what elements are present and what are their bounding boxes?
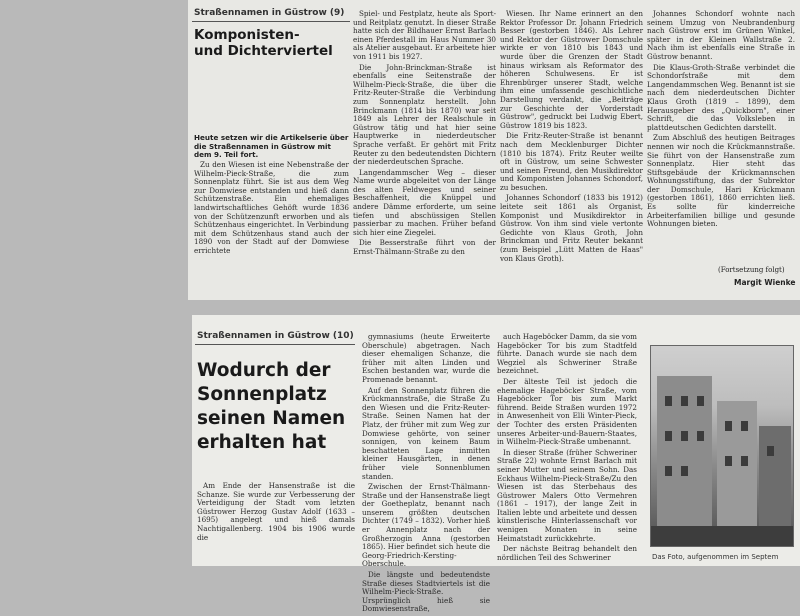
clipping-part-9 [188, 0, 800, 300]
street-photo [650, 345, 794, 547]
intro-text: Heute setzen wir die Artikelserie über die Straßennamen in Güstrow mit dem 9. Teil fort. [194, 133, 349, 160]
headline-line-2: und Dichterviertel [194, 43, 333, 59]
headline-line-3: seinen Namen [197, 408, 346, 429]
window [665, 466, 672, 476]
paragraph: Die längste und bedeutendste Straße dieses Stadtviertels ist die Wilhelm-Pieck-Straße. Ursprünglich hieß sie Domwiesenstraße, [362, 570, 490, 614]
paragraph: Zu den Wiesen ist eine Nebenstraße der Wilhelm-Pieck-Straße, die zum Sonnenplatz führt. Sie ist aus dem Weg zur Domwiese entstanden und hieß dann Schützenstraße. Ein ehemaliges landwirtschaftliches Gehöft wurde 1836 von der Schützenzunft erworben und als Schützenhaus eingerichtet. In Verbindung mit dem Schützenhaus stand auch der 1890 von der Stadt auf der Domwiese errichtete [194, 160, 349, 255]
column-4 [647, 10, 795, 231]
paragraph: Langendammscher Weg – dieser Name wurde abgeleitet von der Länge des alten Feldweges und seiner Beschaffenheit, die Knüppel und andere Dämme erforderte, um seine tiefen und abschüssigen Stellen passierbar zu machen. Früher befand sich hier eine Ziegelei. [353, 167, 496, 237]
photo-caption: Das Foto, aufgenommen im Septem [652, 553, 779, 561]
continued-note: (Fortsetzung folgt) [718, 266, 785, 274]
column-1 [194, 161, 349, 258]
paragraph: Zum Abschluß des heutigen Beitrages nennen wir noch die Krückmannstraße. Sie führt von der Hansenstraße zum Sonnenplatz. Hier steht das Stiftsgebäude der Krückmannschen Wohnungsstiftung, das der Subrektor der Domschule, Hari Krückmann (gestorben 1861), 1860 errichten ließ. Es sollte für kinderreiche Arbeiterfamilien billige und gesunde Wohnungen bieten. [647, 133, 795, 229]
street [651, 526, 793, 546]
paragraph: auch Hageböcker Damm, da sie vom Hageböcker Tor bis zum Stadtfeld führte. Danach wurde sie nach dem Wegziel als Schweriner Straße bezeichnet. [497, 332, 637, 376]
window [681, 466, 688, 476]
column-3 [497, 333, 637, 564]
headline-line-1: Komponisten- [194, 27, 300, 43]
series-label: Straßennamen in Güstrow (9) [194, 8, 345, 18]
paragraph: gymnasiums (heute Erweiterte Oberschule) abgetragen. Nach dieser ehemaligen Schanze, die früher mit alten Linden und Eschen bestanden war, wurde die Promenade benannt. [362, 332, 490, 384]
paragraph: Spiel- und Festplatz, heute als Sport- und Reitplatz genutzt. In dieser Straße hatte sich der Bildhauer Ernst Barlach einen Pferdestall im Haus Nummer 30 als Atelier ausgebaut. Er arbeitete hier von 1911 bis 1927. [353, 9, 496, 61]
divider [192, 21, 350, 22]
paragraph: Wiesen. Ihr Name erinnert an den Rektor Professor Dr. Johann Friedrich Besser (gestorben 1846). Als Lehrer und Rektor der Güstrower Domschule wirkte er von 1810 bis 1843 und wurde über die Grenzen der Stadt hinaus wirksam als Reformator des höheren Schulwesens. Er ist Ehrenbürger unserer Stadt, welche ihm eine umfassende geschichtliche Darstellung verdankt, die „Beiträge zur Geschichte der Vorderstadt Güstrow", gedruckt bei Ludwig Ebert, Güstrow 1819 bis 1823. [500, 9, 643, 130]
window [681, 431, 688, 441]
paragraph: Die John-Brinckman-Straße ist ebenfalls eine Seitenstraße der Wilhelm-Pieck-Straße, die über die Fritz-Reuter-Straße die Verbindung zum Sonnenplatz herstellt. John Brinckmann (1814 bis 1870) war seit 1849 als Lehrer der Realschule in Güstrow tätig und hat hier seine Hauptwerke in niederdeutscher Sprache verfaßt. Er gehört mit Fritz Reuter zu den bedeutendsten Dichtern der niederdeutschen Sprache. [353, 62, 496, 167]
paragraph: Zwischen der Ernst-Thälmann-Straße und der Hansenstraße liegt der Goetheplatz, benannt nach unserem größten deutschen Dichter (1749 – 1832). Vorher hieß er Annenplatz nach der Großherzogin Anna (gestorben 1865). Hier befindet sich heute die Georg-Friedrich-Kersting-Oberschule. [362, 482, 490, 569]
column-2 [353, 10, 496, 259]
paragraph: Die Besserstraße führt von der Ernst-Thälmann-Straße zu den [353, 238, 496, 257]
column-1 [197, 482, 355, 544]
paragraph: Die Klaus-Groth-Straße verbindet die Schondorfstraße mit dem Langendammschen Weg. Benannt ist sie nach dem niederdeutschen Dichter Klaus Groth (1819 – 1899), dem Herausgeber des „Quickborn", einer Schrift, die das Volksleben in plattdeutschen Gedichten darstellt. [647, 62, 795, 132]
window [681, 396, 688, 406]
window [665, 396, 672, 406]
building [717, 401, 757, 544]
window [767, 446, 774, 456]
paragraph: Die Fritz-Reuter-Straße ist benannt nach dem Mecklenburger Dichter (1810 bis 1874). Fritz Reuter weilte oft in Güstrow, um seine Schwester und seinen Freund, den Musikdirektor und Komponisten Johannes Schondorf, zu besuchen. [500, 131, 643, 192]
window [725, 456, 732, 466]
paragraph: Am Ende der Hansenstraße ist die Schanze. Sie wurde zur Verbesserung der Verteidigung der Stadt vom letzten Güstrower Herzog Gustav Adolf (1633 – 1695) angelegt und hieß damals Nachtigallenberg. 1904 bis 1906 wurde die [197, 481, 355, 542]
window [697, 396, 704, 406]
window [697, 431, 704, 441]
column-3 [500, 10, 643, 265]
headline-line-1: Wodurch der [197, 360, 331, 381]
window [741, 456, 748, 466]
headline-line-2: Sonnenplatz [197, 384, 327, 405]
paragraph: Johannes Schondorf (1833 bis 1912) leitete seit 1861 als Organist, Komponist und Musikdirektor in Güstrow. Von ihm sind viele vertonte Gedichte von Klaus Groth, John Brinckman und Fritz Reuter bekannt (zum Beispiel „Lütt Matten de Haas" von Klaus Groth). [500, 193, 643, 263]
divider [195, 344, 355, 345]
window [725, 421, 732, 431]
headline-line-4: erhalten hat [197, 432, 327, 453]
paragraph: Auf den Sonnenplatz führen die Krückmannstraße, die Straße Zu den Wiesen und die Fritz-Reuter-Straße. Seinen Namen hat der Platz, der früher mit zum Weg zur Domwiese gehörte, von seiner sonnigen, von keinem Baum beschatteten Lage inmitten kleiner Hausgärten, in denen früher viele Sonnenblumen standen. [362, 385, 490, 481]
window [665, 431, 672, 441]
paragraph: In dieser Straße (früher Schweriner Straße 22) wohnte Ernst Barlach mit seiner Mutter und seinem Sohn. Das Eckhaus Wilhelm-Pieck-Straße/Zu den Wiesen ist das Sterbehaus des Güstrower Malers Otto Vermehren (1861 – 1917), der lange Zeit in Italien lebte und arbeitete und dessen künstlerische Hinterlassenschaft vor wenigen Monaten in seine Heimatstadt zurückkehrte. [497, 447, 637, 543]
column-2 [362, 333, 490, 616]
paragraph: Der nächste Beitrag behandelt den nördlichen Teil des Schweriner [497, 544, 637, 562]
series-label: Straßennamen in Güstrow (10) [197, 331, 354, 341]
paragraph: Johannes Schondorf wohnte nach seinem Umzug von Neubrandenburg nach Güstrow erst im Grünen Winkel, später in der Kleinen Wallstraße 2. Nach ihm ist ebenfalls eine Straße in Güstrow benannt. [647, 9, 795, 61]
author-signature: Margit Wienke [734, 278, 796, 287]
headline [194, 27, 333, 59]
headline [197, 359, 345, 455]
paragraph: Der älteste Teil ist jedoch die ehemalige Hageböcker Straße, vom Hageböcker Tor bis zum Markt führend. Beide Straßen wurden 1972 in Anwesenheit von Elli Winter-Pieck, der Tochter des ersten Präsidenten unseres Arbeiter-und-Bauern-Staates, in Wilhelm-Pieck-Straße umbenannt. [497, 376, 637, 447]
window [741, 421, 748, 431]
